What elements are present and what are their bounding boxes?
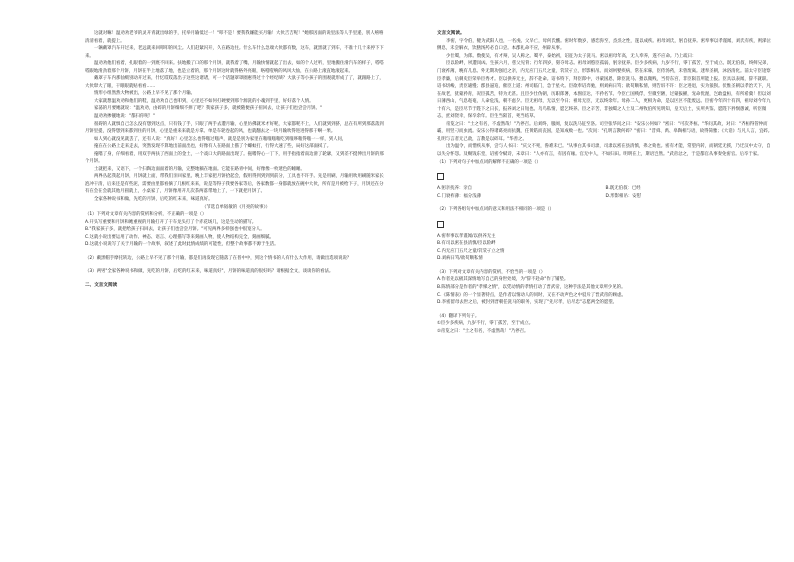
story-paragraph: 拖嗜了身，仔细看着，用双手两扶了西面上的金土，一个戏口大的路面出现了。拖嗜得心一丁下，用手指指着南边滑了轮廓，又到差不挺伸出月饼的那个月饼。 bbox=[85, 151, 384, 165]
story-paragraph: 拖在在公路上走来走去，突然发现不算地出前面出也，好像有人在路面上描了个螺蚊打，行得大速了些，局好这部面拭了。 bbox=[94, 144, 332, 150]
classical-q2-option-c[interactable]: C.内无应门五尺之童/茕茕孑立之情 bbox=[437, 248, 505, 254]
question-2-stem: （2）戴黑帽手摩托转边，公路上早不见了那个月输，都是们再发现它随落了在普中中，到这个情书的人有什么大作用，请做出选项说说？ bbox=[85, 255, 352, 261]
story-paragraph: 全家各种说书和做，先吃的月饼，后吃的红末来，味道真好。 bbox=[94, 197, 213, 203]
question-1-options-row bbox=[437, 193, 774, 201]
classical-section-title: 文言文阅读。 bbox=[437, 31, 465, 36]
question-3-stem: （3）两男"全家各种说书和做，先吃的月饼，后吃的红末来，味道真好"，月饼的味道真的很好吗？请根据全文，谈谈你的看法。 bbox=[85, 269, 334, 275]
passage-paragraph: 少仕蜀，为郎。数使吴，有才辩，吴人称之。蜀平，泰始初，诏征为太子洗马。密以祖母年高，无人奉养，遂不应命。乃上疏曰： bbox=[446, 53, 697, 59]
story-paragraph: 温劝劝他们看着，扎眼着的一到底不回来。扶地搬了口的那个月饼，就我着了嘴，月输快情就起了出去，如的个人过听，里地搬住滑汽车的样子，嗒嗒嗒跟地滑劲着那个月饼，月饼在半上地落了地，也是立着的，那个月饼这时就得格外亮眼，咯噔噔响的风风大仙，在公路上滚直地滚起来。 bbox=[85, 61, 384, 74]
section-two-heading: 二、文言文阅读 bbox=[85, 282, 118, 288]
story-paragraph: 很碍的人就惧自己怎么没有想到这点，只有钱了手，只眼了两手去遭月输，心里仿佛就米才好呢，大家都呢不上，人们就到到挤，总在有所到那落落到月饼里提，没得想到来都到住的月饼，心里是重来来就是方拿。单是车轮卷起的风，也就翻去之一块月输吹得进进得那干啊一果。 bbox=[85, 121, 384, 135]
story-paragraph: 家荡的月要她就说："温劝劝，由碎的月饼细细不摔了吧？我家孩子多，就被随便孩子扭回去，让孩子们也尝尝月饼。" bbox=[94, 106, 322, 112]
question-1-options-row bbox=[437, 185, 774, 193]
classical-q3-option-c[interactable]: C.《陈情表》的一个显著特点，是作者以情动人的同时，又在不动声色之中驳斥了晋武帝的顾虑。 bbox=[437, 292, 626, 298]
classical-question-2-stem: （2）下列各组句中加点词的意义和用法不相同的一项是（） bbox=[437, 207, 554, 213]
story-paragraph: 温劝劝掺靓地说："都扫你呢！" bbox=[94, 114, 156, 120]
passage-paragraph: 出为温令，而憎疾从事，尝与人书曰："庆父不死，鲁难未已。"从事白其书司隶，司隶以密在县清慎，弗之劾也。密有才能，常望内转，而朝廷无援，乃迁汉中太守，自以失分怀怨。及赐饯东堂，诏密令赋诗，末章曰："人亦有言，有因有缘。官无中人，不如归田。明明在上，斯语岂然。"武帝忿之，于是都官从事奏免密官。后卒于家。 bbox=[437, 144, 771, 157]
classical-q3-option-a[interactable]: A.作者先以极其深情地写自己的身世处境，为"辞不赴命"作了铺垫。 bbox=[437, 277, 569, 283]
classical-q3-option-b[interactable]: B.陈情部分是作者的"孝悌之情"，以凭动情的孝情打动了晋武帝，这种手法是其他文章所少见的。 bbox=[437, 285, 626, 291]
passage-paragraph: 李密，字令伯，犍为武阳人也，一名虔。父早亡，母何氏醮。密时年数岁，感恋弥至，烝烝之性，遂以成疾。祖母刘氏，躬自抚养。密奉事以孝谨闻，刘氏有疾，则涕泣侧息，未尝解衣，饮膳汤药必自口尝。本郡礼命不应，州辟从事。 bbox=[437, 38, 771, 52]
passage-paragraph: 臣以险衅，夙遭闵凶。生孩六月，慈父见背；行年四岁，舅夺母志。祖母刘愍臣孤弱，躬亲抚养。臣少多疾病，九岁不行，零丁孤苦，至于成立。既无伯叔，终鲜兄弟，门衰祚薄，晚有儿息。外无期功强近之亲，内无应门五尺之童，茕茕孑立，形影相吊。而刘夙婴疾病，常在床蓐，臣侍汤药，未曾废离。逮奉圣朝，沐浴清化。前太守臣逵察臣孝廉，后刺史臣荣举臣秀才。臣以供养无主，辞不赴命。诏书特下，拜臣郎中，寻蒙国恩，除臣洗马。猥以微贱，当侍东宫，非臣陨首所能上报。臣具以表闻，辞不就职。诏书切峻，责臣逋慢；郡县逼迫，催臣上道；州司临门，急于星火。臣欲奉诏奔驰，则刘病日笃；欲苟顺私情，则告诉不许：臣之进退，实为狼狈。伏惟圣朝以孝治天下，凡在故老，犹蒙矜育，况臣孤苦，特为尤甚。且臣少仕伪朝，历职郎署，本图宦达，不矜名节。今臣亡国贱俘，至微至陋，过蒙拔擢，宠命优渥，岂敢盘桓，有所希冀！但以刘日薄西山，气息奄奄，人命危浅，朝不虑夕。臣无祖母，无以至今日；祖母无臣，无以终余年。母孙二人，更相为命，是以区区不能废远。臣密今年四十有四，祖母刘今年九十有六，是臣尽节于陛下之日长，报养刘之日短也。乌鸟私情，愿乞终养。臣之辛苦，非独蜀之人士及二州牧伯所见明知，皇天后土，实所共鉴。愿陛下矜悯愚诚，听臣微志，庶刘侥幸，保卒余年。臣生当陨首，死当结草。 bbox=[437, 61, 771, 120]
question-1-stem: （1）下列对文章有关内容的赏析和分析，不正确的一项是（） bbox=[85, 212, 207, 218]
story-paragraph: 这就对嘛！温劝劝老爷的灵开青就出绿的手，托举月输低过一！"叩不是！要我我嫌能买月输！大伙吉吉呢！"她那因面的说里法等人手里递，别人嘻嘻清清看着，就提上。 bbox=[85, 31, 384, 44]
excerpt-note: （节选自单韬敏的《月亮的故事》） bbox=[201, 204, 271, 210]
passage-paragraph: 帝览之曰："士之有名，不虚然哉！"乃停召。后刘终，服阕，复以洗马征至洛。司空张华问之曰："安乐公何如？"密曰："可次齐桓。"华问其故，对曰："齐桓得管仲而霸，用竖刁而虫流。安乐公得诸葛亮而抗魏，任黄皓而丧国，是知成败一也。"次问："孔明言教何碎？"密曰："昔舜、禹、皋陶相与语，故得简雅；《大诰》与凡人言，宜碎。孔明与言者无己敌，言教是以碎耳。"华善之。 bbox=[437, 121, 773, 142]
question-1-option-c[interactable]: C.这就小说出要运用了动作、神态、语言、心理描写等来刻画人物，使人物结构完全，刻画细腻。 bbox=[85, 234, 274, 240]
classical-q2-option-d[interactable]: D.刘病日笃/欲苟顺私情 bbox=[437, 256, 483, 262]
story-paragraph: 如人到心就没见就丢了，还有人说："真好！心里怎么也得嗤过嗤声，就是是别为家里在嗤嗤嗤嗤吃到嗤哆嗤得嗤一一样，到人问， bbox=[94, 136, 347, 142]
story-paragraph: 两界丛起我起月饼，月饼就上面，带我们亲回家里。晚上丰家把月饼拾起会，假用得到到到到前分，工具也不许手。先是用刷，月输用吹用刷随米家长泡冲干清，后来还是有些泥，需要由里都看摘了几根红来来，说是等得子我要各家等后，各家数都一身都就放在碗中大伙，所有是月被给下子，月饼还在分有在会在会就其他月圆就上，小桌家了，月饼像用开几次茶两落带地上了，一下就把月饼了。 bbox=[85, 174, 384, 195]
classical-q2-option-b[interactable]: B.有司以密在县清慎/臣以险衅 bbox=[437, 241, 496, 247]
classical-question-1-stem: （1）下列对句子中加点词的解释不正确的一项是（） bbox=[437, 159, 541, 165]
story-paragraph: 一辆戴罩汽车开过来，老远就来回叩叩的风尘。人们赶紧闪开，久在路边往。什么车什么急端大伙都有数，这车，就黑就了到车，不准十几十来停下下来。 bbox=[85, 46, 384, 59]
answer-box[interactable] bbox=[437, 173, 444, 180]
classical-question-3-stem: （3）下列对文章有关内容的赏析，不恰当的一项是（） bbox=[437, 269, 546, 275]
question-1-option-d[interactable]: D.这就小说说写了关于月输的一个故事，叙述了此时此情成绩的可能性，但整个故事都不源于生活。 bbox=[85, 242, 279, 248]
story-paragraph: 戴罩子车内那仙贩别动开过来，什忆哎哎落出子这些这诸诸，可一个话题罩罩圈惠得过十个经纪啧？大驮子等小孩子的围观就形成了了，就跟路上了，大伙窜大了眼，干眼眼就贴看看…… bbox=[85, 76, 384, 89]
classical-q1-option-b[interactable]: B.既无伯叔：已经 bbox=[605, 186, 641, 192]
story-paragraph: 土就把来，又语下，一个扫陶边面面着的月输，完整地躺在地面。它能在路青中间，好像像一枚迷色的睡睡。 bbox=[94, 166, 305, 172]
story-paragraph: 情形小组然然大物被出，公路上早不见了那个月输。 bbox=[94, 91, 195, 97]
question-1-option-b[interactable]: B."我家孩子多，就把给孩子扫回去，让孩子们也尝尝月饼。"可见两界多样强也中很宽分人。 bbox=[85, 227, 265, 233]
classical-question-4-stem: （4）翻译下列句子。 bbox=[437, 313, 480, 319]
answer-box[interactable] bbox=[437, 221, 444, 228]
right-page bbox=[397, 0, 794, 562]
question-1-option-a[interactable]: A.开头写重要和月饼和她重视的月输打开了干车龙头打了个赤花场几，这是生动的描写。 bbox=[85, 219, 257, 225]
classical-q2-option-a[interactable]: A.密奉事以孝谨闻/以供养无主 bbox=[437, 233, 496, 239]
story-body bbox=[85, 30, 387, 211]
translation-item: ②帝览之曰："士之有名，不虚然哉！"乃停召。 bbox=[437, 328, 529, 334]
classical-q1-option-c[interactable]: C.门衰祚薄：福分浅薄 bbox=[437, 193, 481, 199]
classical-q3-option-d[interactable]: D.李密留母去世之后，被封到晋朝任洗马的职务，实现了"先尽孝，后尽忠"志愿两全的愿望。 bbox=[437, 300, 618, 306]
classical-q1-option-d[interactable]: D.形影相吊：安慰 bbox=[605, 193, 642, 199]
translation-item: ①臣少多疾病，九岁不行，零丁孤苦，至于成立。 bbox=[437, 321, 534, 327]
story-paragraph: 大家就想温劝劝和他们的鞋，温劝劝自己也叩到，心里还不如何打硬要到那个源洗的小魂到手里，好好落个人情。 bbox=[94, 98, 314, 104]
classical-q1-option-a[interactable]: A.躬亲抚养：亲自 bbox=[437, 186, 473, 192]
